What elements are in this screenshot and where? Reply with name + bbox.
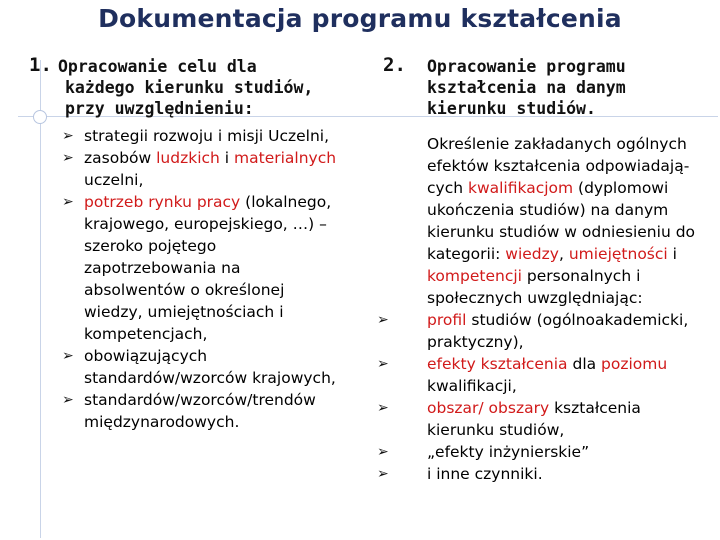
text-segment: personalnych i: [521, 267, 641, 285]
list-item-line: [84, 367, 362, 389]
body-line: [427, 221, 712, 243]
right-body-text: [427, 133, 712, 485]
list-item-line: [84, 279, 362, 301]
text-segment: kierunku studiów w odniesieniu do: [427, 223, 696, 241]
highlighted-text: ludzkich: [156, 149, 220, 167]
left-heading-line: Opracowanie celu dla: [58, 57, 257, 76]
text-segment: kształcenia: [549, 399, 641, 417]
arrow-bullet-icon: ➢: [377, 312, 389, 328]
list-item-line: [84, 235, 362, 257]
text-segment: kwalifikacji,: [427, 377, 517, 395]
list-item-line: [84, 389, 362, 411]
text-segment: kierunku studiów,: [427, 421, 565, 439]
highlighted-text: efekty kształcenia: [427, 355, 568, 373]
body-line: [427, 441, 712, 463]
text-segment: uczelni,: [84, 171, 144, 189]
list-item-line: [84, 301, 362, 323]
highlighted-text: umiejętności: [568, 245, 668, 263]
highlighted-text: materialnych: [234, 149, 337, 167]
arrow-bullet-icon: ➢: [377, 444, 389, 460]
right-heading-line: kształcenia na danym: [427, 78, 626, 97]
text-segment: standardów/wzorców/trendów: [84, 391, 316, 409]
arrow-bullet-icon: ➢: [62, 128, 74, 144]
list-item: [62, 125, 362, 147]
text-segment: wiedzy, umiejętnościach i: [84, 303, 284, 321]
list-item-line: [84, 257, 362, 279]
body-line: [427, 243, 712, 265]
arrow-bullet-icon: ➢: [377, 400, 389, 416]
body-line: [427, 331, 712, 353]
text-segment: kategorii:: [427, 245, 506, 263]
left-heading-line: przy uwzględnieniu:: [65, 99, 254, 118]
text-segment: efektów kształcenia odpowiadają-: [427, 157, 690, 175]
text-segment: (lokalnego,: [240, 193, 332, 211]
body-line: [427, 265, 712, 287]
highlighted-text: obszar/ obszary: [427, 399, 550, 417]
arrow-bullet-icon: ➢: [62, 348, 74, 364]
highlighted-text: poziomu: [601, 355, 668, 373]
list-item-line: [84, 213, 362, 235]
text-segment: kompetencjach,: [84, 325, 208, 343]
arrow-bullet-icon: ➢: [377, 466, 389, 482]
right-heading-line: kierunku studiów.: [427, 99, 596, 118]
text-segment: „efekty inżynierskie”: [427, 443, 590, 461]
list-item-line: [84, 323, 362, 345]
body-line: [427, 177, 712, 199]
text-segment: i: [667, 245, 677, 263]
list-item: [62, 191, 362, 345]
text-segment: standardów/wzorców krajowych,: [84, 369, 336, 387]
arrow-bullet-icon: ➢: [377, 356, 389, 372]
text-segment: zapotrzebowania na: [84, 259, 241, 277]
body-line: [427, 375, 712, 397]
left-bullet-list: [62, 125, 362, 433]
text-segment: absolwentów o określonej: [84, 281, 285, 299]
list-item-line: [84, 147, 362, 169]
list-item: [62, 389, 362, 433]
text-segment: Określenie zakładanych ogólnych: [427, 135, 687, 153]
arrow-bullet-icon: ➢: [62, 194, 74, 210]
body-line: [427, 199, 712, 221]
right-heading-line: Opracowanie programu: [427, 57, 626, 76]
body-line: [427, 155, 712, 177]
highlighted-text: kompetencji: [427, 267, 522, 285]
body-line: [427, 463, 712, 485]
text-segment: studiów (ogólnoakademicki,: [466, 311, 689, 329]
text-segment: i inne czynniki.: [427, 465, 543, 483]
body-line: [427, 419, 712, 441]
list-item-line: [84, 345, 362, 367]
decorative-circle: [33, 110, 47, 124]
text-segment: krajowego, europejskiego, …) –: [84, 215, 327, 233]
text-segment: praktyczny),: [427, 333, 524, 351]
list-item-line: [84, 191, 362, 213]
text-segment: szeroko pojętego: [84, 237, 217, 255]
page-title: Dokumentacja programu kształcenia: [98, 4, 622, 33]
highlighted-text: potrzeb rynku pracy: [84, 193, 241, 211]
text-segment: międzynarodowych.: [84, 413, 240, 431]
arrow-bullet-icon: ➢: [62, 150, 74, 166]
text-segment: obowiązujących: [84, 347, 208, 365]
decorative-vertical-line: [40, 60, 41, 538]
text-segment: cych: [427, 179, 468, 197]
text-segment: ukończenia studiów) na danym: [427, 201, 669, 219]
text-segment: ,: [558, 245, 569, 263]
left-section-heading: [58, 56, 313, 119]
body-line: [427, 309, 712, 331]
list-item-line: [84, 411, 362, 433]
highlighted-text: profil: [427, 311, 467, 329]
right-section-heading: [427, 56, 626, 119]
list-item: [62, 147, 362, 191]
left-heading-line: każdego kierunku studiów,: [65, 78, 314, 97]
list-item-line: [84, 169, 362, 191]
body-line: [427, 287, 712, 309]
body-line: [427, 397, 712, 419]
text-segment: społecznych uwzględniając:: [427, 289, 643, 307]
highlighted-text: kwalifikacjom: [467, 179, 574, 197]
text-segment: strategii rozwoju i misji Uczelni,: [84, 127, 330, 145]
list-item-line: [84, 125, 362, 147]
arrow-bullet-icon: ➢: [62, 392, 74, 408]
body-line: [427, 353, 712, 375]
text-segment: i: [219, 149, 235, 167]
text-segment: zasobów: [84, 149, 157, 167]
highlighted-text: wiedzy: [505, 245, 559, 263]
left-section-number: 1.: [29, 54, 52, 76]
text-segment: dla: [567, 355, 602, 373]
right-section-number: 2.: [383, 54, 406, 76]
text-segment: (dyplomowi: [573, 179, 669, 197]
body-line: [427, 133, 712, 155]
list-item: [62, 345, 362, 389]
